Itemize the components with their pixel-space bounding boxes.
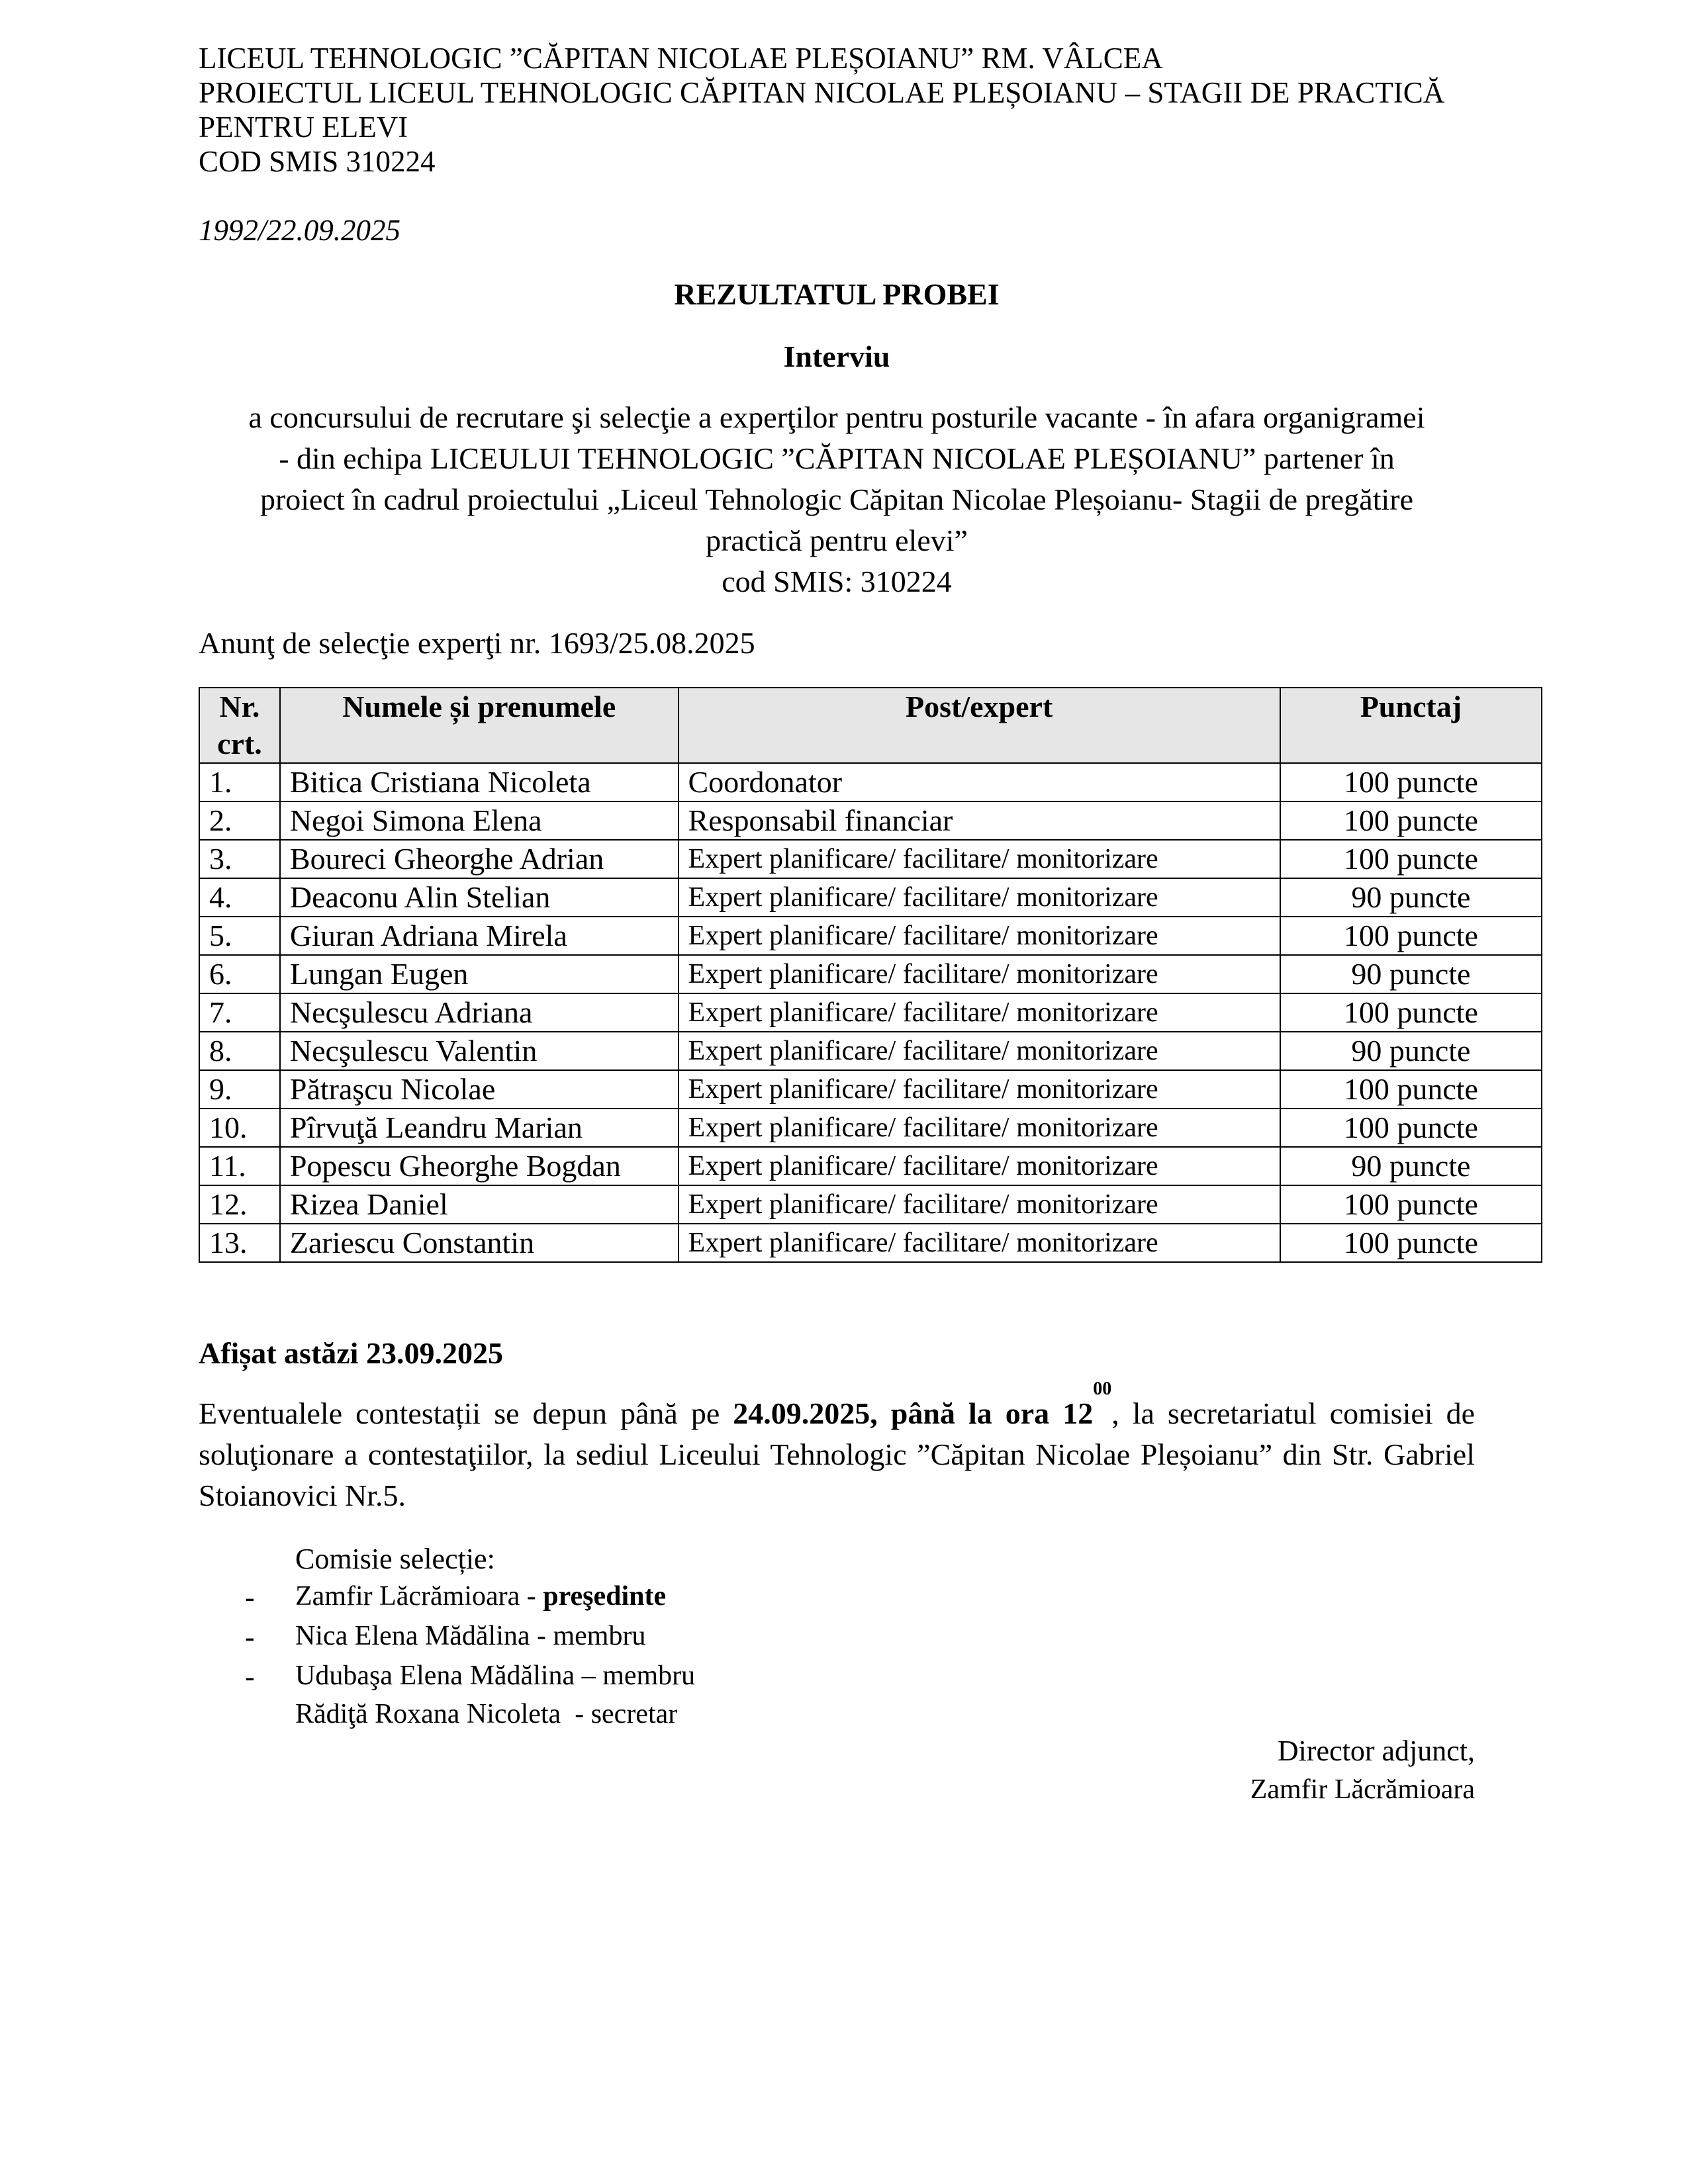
row-name: Pătraşcu Nicolae (280, 1070, 679, 1109)
table-row (199, 763, 1542, 801)
row-name: Bitica Cristiana Nicoleta (280, 763, 679, 801)
table-row (199, 1070, 1542, 1109)
row-post: Expert planificare/ facilitare/ monitorizare (679, 1070, 1280, 1109)
row-name: Lungan Eugen (280, 955, 679, 993)
row-score: 100 puncte (1280, 1109, 1542, 1147)
row-number: 4. (199, 878, 280, 917)
intro-line-2: - din echipa LICEULUI TEHNOLOGIC ”CĂPITAN NICOLAE PLEȘOIANU” partener în (279, 441, 1395, 475)
row-score: 90 puncte (1280, 1032, 1542, 1070)
row-name: Negoi Simona Elena (280, 801, 679, 840)
smis-code: COD SMIS 310224 (199, 145, 436, 178)
row-number: 5. (199, 917, 280, 955)
member-role: membru (602, 1661, 696, 1691)
row-number: 3. (199, 840, 280, 878)
header-nr (199, 688, 280, 763)
intro-paragraph (199, 397, 1475, 602)
intro-line-3: proiect în cadrul proiectului „Liceul Tehnologic Căpitan Nicolae Pleșoianu- Stagii de pregătire (259, 482, 1414, 516)
row-number: 9. (199, 1070, 280, 1109)
row-name: Giuran Adriana Mirela (280, 917, 679, 955)
member-name: Nica Elena Mădălina - (295, 1621, 553, 1651)
row-post: Coordonator (679, 763, 1280, 801)
row-score: 100 puncte (1280, 1070, 1542, 1109)
member-name: Rădiţă Roxana Nicoleta - (295, 1699, 591, 1729)
member-name: Udubaşa Elena Mădălina – (295, 1661, 603, 1691)
results-body (199, 763, 1542, 1262)
row-name: Pîrvuţă Leandru Marian (280, 1109, 679, 1147)
results-table (199, 687, 1542, 1263)
table-row (199, 801, 1542, 840)
appeals-paragraph (199, 1379, 1475, 1516)
row-name: Boureci Gheorghe Adrian (280, 840, 679, 878)
row-name: Necşulescu Valentin (280, 1032, 679, 1070)
row-post: Expert planificare/ facilitare/ monitorizare (679, 1109, 1280, 1147)
table-row (199, 917, 1542, 955)
row-number: 12. (199, 1185, 280, 1224)
header-post: Post/expert (679, 688, 1280, 763)
row-number: 8. (199, 1032, 280, 1070)
commission-member (295, 1620, 645, 1652)
appeals-text-2: , la secretariatul comisiei de soluţionare a contestaţiilor, la sediul Liceului Tehnologic ”Căpitan Nicolae Pleșoianu” din Str. Gabriel Stoianovici Nr.5. (199, 1396, 1475, 1512)
row-name: Necşulescu Adriana (280, 993, 679, 1032)
member-role: secretar (590, 1699, 678, 1729)
document-title: REZULTATUL PROBEI (674, 277, 1000, 311)
row-name: Zariescu Constantin (280, 1224, 679, 1262)
header-nr-label: Nr. crt. (217, 690, 262, 760)
appeals-deadline (733, 1379, 1112, 1430)
member-role: preşedinte (543, 1581, 667, 1612)
commission-bullet: - (245, 1621, 255, 1653)
member-name: Zamfir Lăcrămioara - (295, 1581, 543, 1612)
row-name: Deaconu Alin Stelian (280, 878, 679, 917)
row-name: Rizea Daniel (280, 1185, 679, 1224)
row-score: 100 puncte (1280, 801, 1542, 840)
row-score: 100 puncte (1280, 1224, 1542, 1262)
row-post: Expert planificare/ facilitare/ monitorizare (679, 1032, 1280, 1070)
institution-line-1: LICEUL TEHNOLOGIC ”CĂPITAN NICOLAE PLEȘOIANU” RM. VÂLCEA (199, 42, 1163, 75)
signature-title: Director adjunct, (1277, 1735, 1475, 1767)
row-post: Expert planificare/ facilitare/ monitorizare (679, 955, 1280, 993)
intro-line-5: cod SMIS: 310224 (722, 565, 952, 598)
row-post: Expert planificare/ facilitare/ monitorizare (679, 1185, 1280, 1224)
row-score: 100 puncte (1280, 840, 1542, 878)
commission-member (295, 1580, 666, 1612)
row-score: 100 puncte (1280, 917, 1542, 955)
table-row (199, 1109, 1542, 1147)
table-row (199, 1185, 1542, 1224)
row-post: Expert planificare/ facilitare/ monitorizare (679, 993, 1280, 1032)
row-post: Responsabil financiar (679, 801, 1280, 840)
row-post: Expert planificare/ facilitare/ monitorizare (679, 1224, 1280, 1262)
signature-name: Zamfir Lăcrămioara (1250, 1774, 1475, 1805)
row-post: Expert planificare/ facilitare/ monitorizare (679, 917, 1280, 955)
row-number: 1. (199, 763, 280, 801)
table-row (199, 840, 1542, 878)
commission-member (295, 1698, 677, 1730)
table-row (199, 1147, 1542, 1185)
row-number: 2. (199, 801, 280, 840)
document-subtitle: Interviu (783, 340, 890, 373)
table-row (199, 1032, 1542, 1070)
table-header-row (199, 688, 1542, 763)
table-row (199, 1224, 1542, 1262)
announcement-reference: Anunţ de selecţie experţi nr. 1693/25.08.2025 (199, 626, 755, 660)
intro-line-4: practică pentru elevi” (706, 523, 968, 557)
row-number: 6. (199, 955, 280, 993)
row-score: 90 puncte (1280, 955, 1542, 993)
row-number: 13. (199, 1224, 280, 1262)
table-row (199, 955, 1542, 993)
row-score: 100 puncte (1280, 763, 1542, 801)
row-post: Expert planificare/ facilitare/ monitorizare (679, 1147, 1280, 1185)
table-row (199, 993, 1542, 1032)
row-score: 90 puncte (1280, 1147, 1542, 1185)
row-name: Popescu Gheorghe Bogdan (280, 1147, 679, 1185)
registration-number: 1992/22.09.2025 (199, 214, 401, 247)
appeals-deadline-minutes: 00 (1093, 1379, 1112, 1399)
row-post: Expert planificare/ facilitare/ monitorizare (679, 878, 1280, 917)
commission-bullet: - (245, 1661, 255, 1693)
header-name: Numele și prenumele (280, 688, 679, 763)
row-number: 7. (199, 993, 280, 1032)
intro-line-1: a concursului de recrutare şi selecţie a experţilor pentru posturile vacante - în afara organigramei (248, 400, 1425, 434)
commission-member (295, 1660, 695, 1692)
commission-title: Comisie selecție: (295, 1543, 495, 1575)
row-score: 90 puncte (1280, 878, 1542, 917)
commission-bullet: - (245, 1581, 255, 1614)
row-number: 10. (199, 1109, 280, 1147)
header-score: Punctaj (1280, 688, 1542, 763)
appeals-text-1: Eventualele contestații se depun până pe (199, 1396, 733, 1430)
row-score: 100 puncte (1280, 1185, 1542, 1224)
institution-line-2: PROIECTUL LICEUL TEHNOLOGIC CĂPITAN NICOLAE PLEȘOIANU – STAGII DE PRACTICĂ (199, 76, 1445, 109)
institution-line-3: PENTRU ELEVI (199, 111, 408, 144)
row-score: 100 puncte (1280, 993, 1542, 1032)
member-role: membru (553, 1621, 646, 1651)
appeals-deadline-text: 24.09.2025, până la ora 12 (733, 1396, 1094, 1430)
row-post: Expert planificare/ facilitare/ monitorizare (679, 840, 1280, 878)
posted-date: Afișat astăzi 23.09.2025 (199, 1336, 503, 1370)
table-row (199, 878, 1542, 917)
row-number: 11. (199, 1147, 280, 1185)
